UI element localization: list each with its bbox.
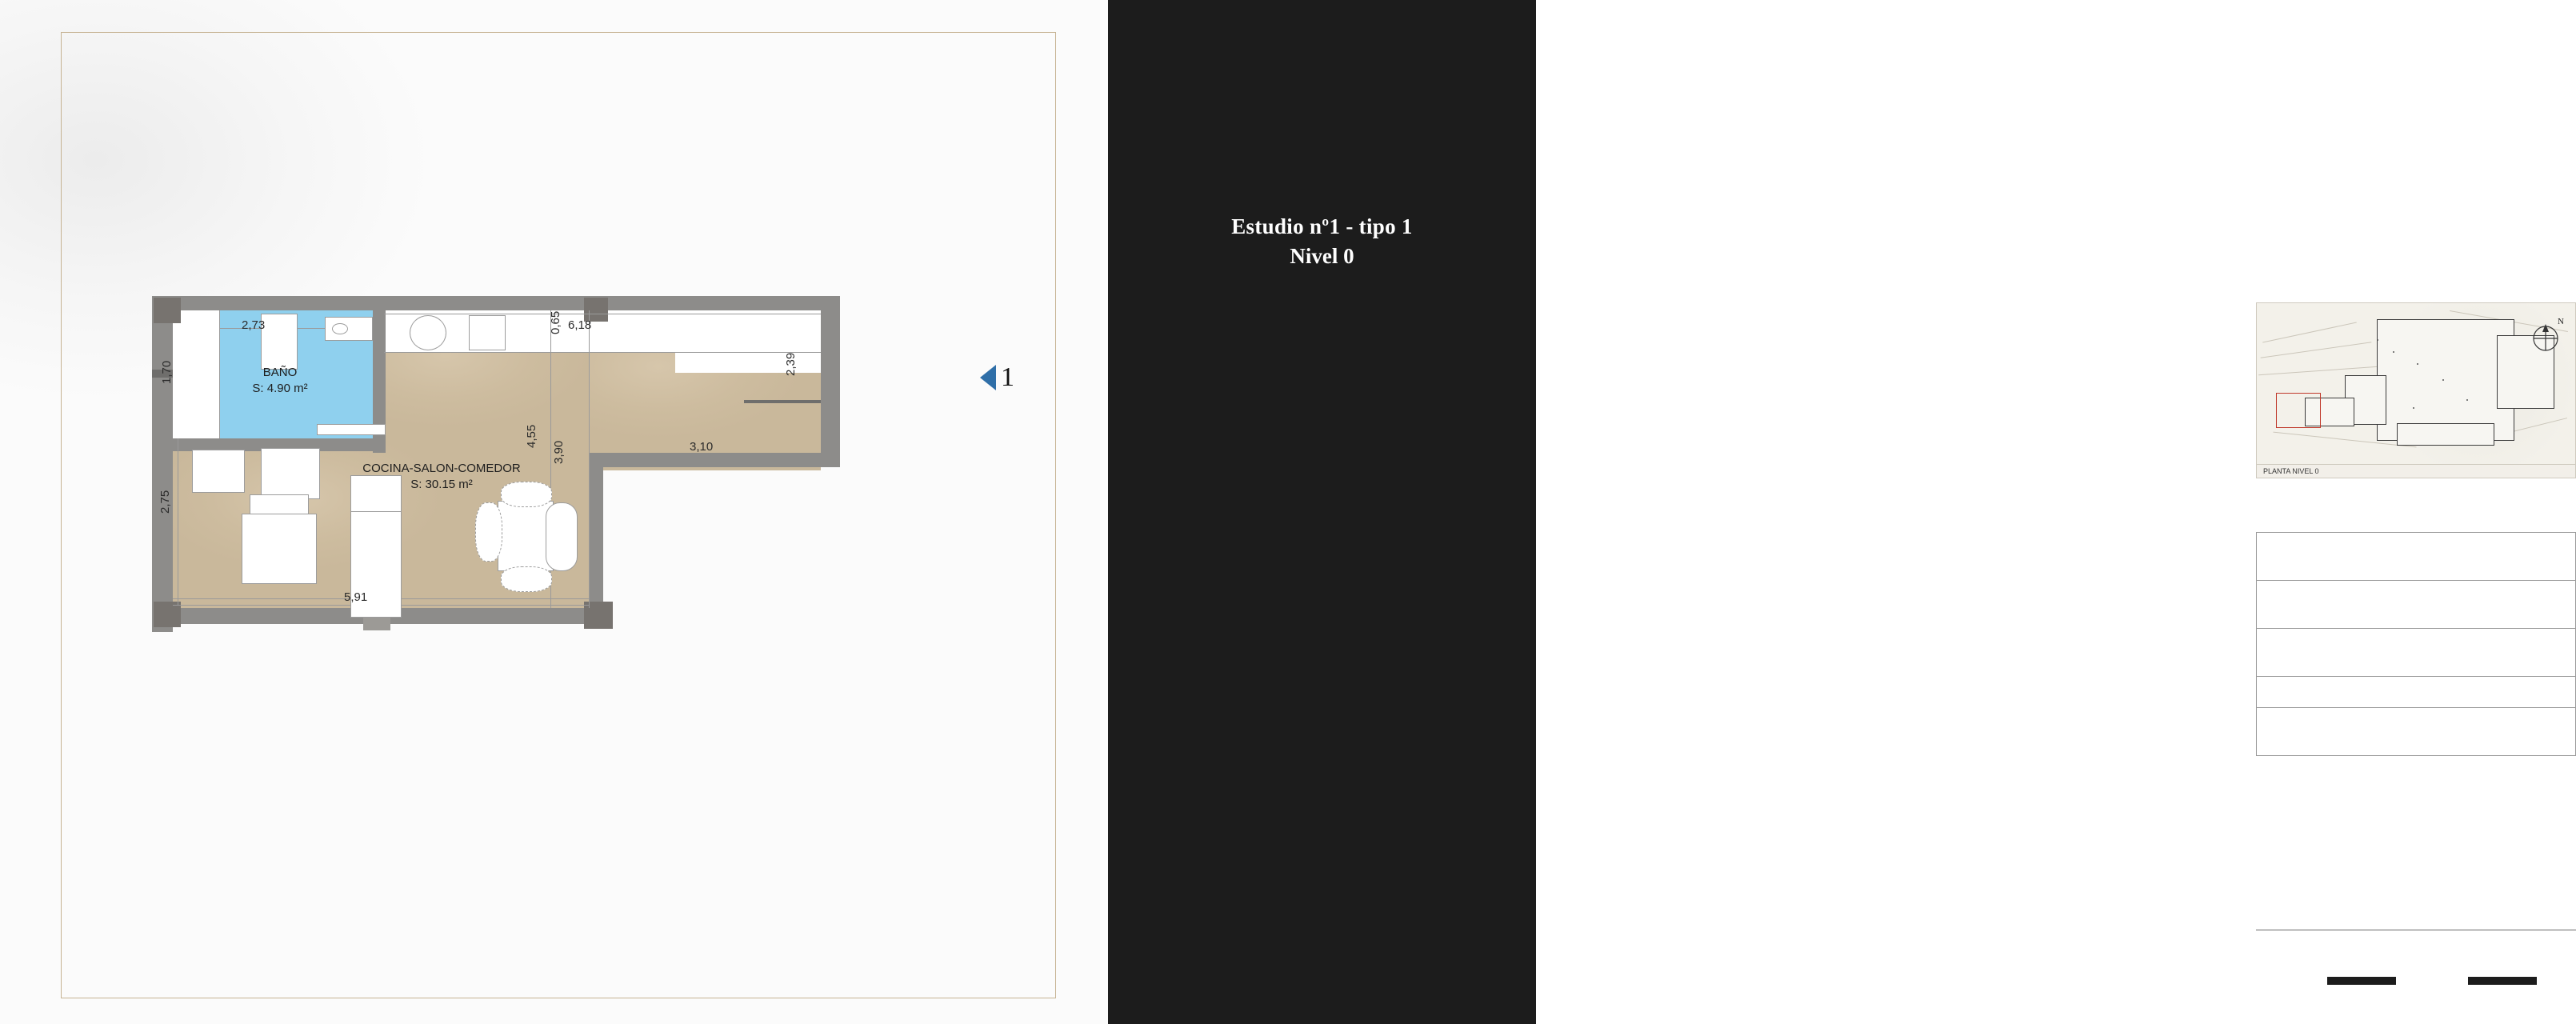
furniture-rug xyxy=(242,514,317,584)
scale-tick-2: 2 xyxy=(2394,958,2399,968)
furniture-bed xyxy=(261,448,320,499)
scale-tick-3: 3 xyxy=(2465,958,2470,968)
scale-bar xyxy=(2256,958,2576,994)
site-dot xyxy=(2442,379,2444,381)
entrance-marker xyxy=(980,364,1014,391)
wall-right-return xyxy=(589,453,840,467)
site-dot xyxy=(2413,407,2414,409)
glazing-line-top-2 xyxy=(384,352,821,353)
entrance-number: 1 xyxy=(1001,362,1014,392)
panel-title-line2: Nivel 0 xyxy=(1290,244,1354,268)
key-plan-caption: PLANTA NIVEL 0 xyxy=(2257,464,2575,478)
north-arrow-icon xyxy=(2524,313,2567,356)
living-area: S: 30.15 m² xyxy=(410,478,473,492)
dimension-bath-height: 1,70 xyxy=(160,360,174,384)
site-dot xyxy=(2417,363,2418,365)
scale-tick-1: 1 xyxy=(2324,958,2329,968)
table-row xyxy=(2257,708,2575,755)
surface-label: Superficie útil Decreto Boja 218/2005 xyxy=(2268,684,2458,698)
right-wing-rail xyxy=(744,400,821,403)
plan-sheet-area xyxy=(0,0,1108,1024)
table-row xyxy=(2257,677,2575,708)
surface-value: 40,90 m² xyxy=(2519,597,2566,611)
right-white-inset xyxy=(675,310,821,373)
panel-title-line1: Estudio nº1 - tipo 1 xyxy=(1231,214,1413,238)
info-panel xyxy=(1108,0,2566,1024)
wall-top xyxy=(152,296,840,310)
room-label-living xyxy=(330,461,554,494)
dimension-terrace-width: 6,18 xyxy=(568,318,592,332)
kitchen-sink xyxy=(469,315,506,350)
scale-segment xyxy=(2326,976,2397,986)
scale-segment xyxy=(2397,976,2467,986)
surface-value: 49,79 m² xyxy=(2519,724,2566,738)
panel-title xyxy=(1108,214,1536,269)
entrance-arrow-icon xyxy=(980,365,996,390)
table-row xyxy=(2257,581,2575,629)
surface-label: Superficie construida interior + exterior cubierto xyxy=(2268,588,2466,619)
surface-value: 35,05 m² xyxy=(2519,549,2566,563)
table-row xyxy=(2257,533,2575,581)
surface-label: Superficie construida cubierta + zona común xyxy=(2268,636,2454,667)
dimension-right-width: 3,10 xyxy=(690,440,714,454)
scale-segment xyxy=(2256,976,2326,986)
dimension-inner-height: 3,90 xyxy=(552,440,566,464)
svg-text:N: N xyxy=(2558,317,2564,326)
room-label-bathroom xyxy=(224,365,336,398)
scale-tick-0: 0 xyxy=(2256,958,2261,968)
kitchen-hob xyxy=(410,315,446,350)
surface-label: Superficie construida Decreto Boja 218/2005 xyxy=(2268,716,2443,746)
scale-unit-label: 3,5 m xyxy=(2496,958,2517,968)
key-plan-thumbnail[interactable] xyxy=(2256,302,2576,478)
wall-left xyxy=(152,296,173,632)
surface-label: Superficie útil interior (100%) + exterior (50%) xyxy=(2268,541,2429,571)
dining-chair-right xyxy=(546,502,578,571)
dimension-terrace-small: 0,65 xyxy=(549,310,562,334)
site-dot xyxy=(2466,399,2468,401)
bath-shower-tray xyxy=(261,314,298,370)
bathroom-area: S: 4.90 m² xyxy=(252,382,308,396)
living-name: COCINA-SALON-COMEDOR xyxy=(362,462,521,475)
bath-bathtub xyxy=(317,424,386,435)
key-plan-highlight xyxy=(2276,393,2321,428)
surface-table xyxy=(2256,532,2576,756)
dining-chair-left xyxy=(475,502,502,562)
surface-value: 35,05m² xyxy=(2522,684,2566,698)
furniture-cabinet-a xyxy=(192,450,245,493)
floor-plan-drawing xyxy=(152,296,1008,760)
dimension-bath-width: 2,73 xyxy=(242,318,266,332)
dimension-main-height: 4,55 xyxy=(525,424,538,448)
bath-white-strip xyxy=(173,310,219,438)
partition-guide-vert-2 xyxy=(589,310,590,608)
site-dot xyxy=(2393,351,2394,353)
bath-wc xyxy=(332,323,348,334)
bathroom-name: BAÑO xyxy=(262,366,298,379)
dimension-left-height: 2,75 xyxy=(158,490,172,514)
furniture-table-low xyxy=(250,494,309,515)
site-building-wing-d xyxy=(2397,423,2494,446)
bath-inner-line-2 xyxy=(219,310,220,438)
dimension-right-height: 2,39 xyxy=(784,352,798,376)
surface-value: 49,79 m² xyxy=(2519,645,2566,659)
wall-inner-vert-right xyxy=(589,453,603,624)
column-top-left xyxy=(154,298,181,323)
scale-segment xyxy=(2467,976,2538,986)
site-dot xyxy=(2377,339,2378,341)
dining-chair-bottom xyxy=(501,566,552,592)
dimension-bottom-width: 5,91 xyxy=(344,590,368,604)
table-row xyxy=(2257,629,2575,677)
wall-right-upper xyxy=(821,296,840,456)
